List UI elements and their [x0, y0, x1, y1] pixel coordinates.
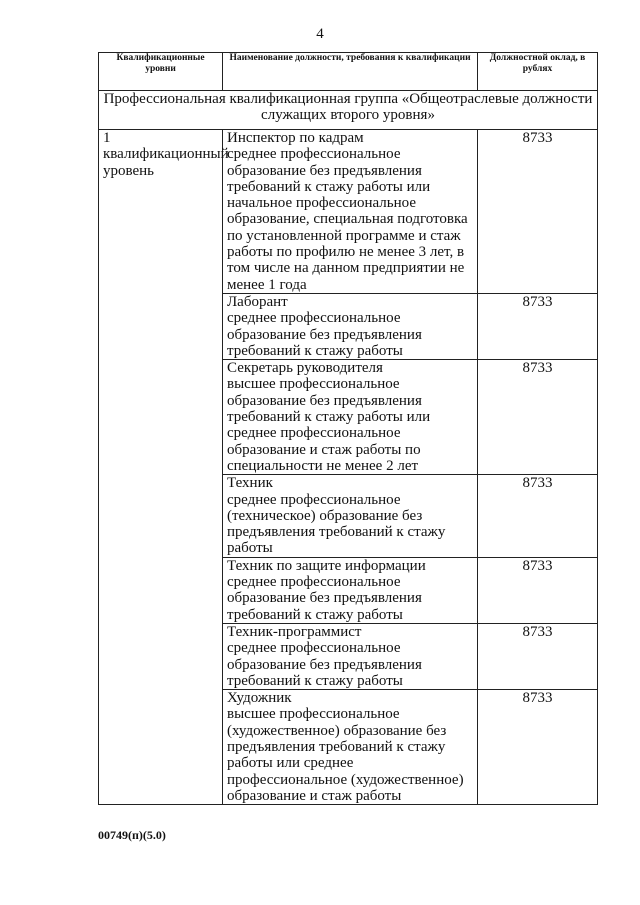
- salary-cell: 8733: [478, 557, 598, 623]
- position-cell: [223, 475, 478, 557]
- salary-cell: 8733: [478, 690, 598, 805]
- position-requirements: среднее профессиональное образование без предъявления требований к стажу работы: [227, 640, 422, 689]
- page-number: 4: [316, 26, 324, 42]
- position-cell: [223, 623, 478, 689]
- position-title: Техник: [227, 475, 273, 492]
- position-title: Секретарь руководителя: [227, 360, 383, 377]
- position-title: Инспектор по кадрам: [227, 130, 364, 146]
- position-title: Лаборант: [227, 293, 288, 310]
- position-cell: [223, 130, 478, 294]
- position-requirements: среднее профессиональное образование без предъявления требований к стажу работы или начальное профессиональное образование, специальная подготовка по установленной программе и стаж работы по профилю не менее 3 лет, в том числе на данном предприятии не менее 1 года: [227, 146, 468, 293]
- position-requirements: среднее профессиональное (техническое) образование без предъявления требований к стажу работы: [227, 491, 446, 557]
- header-position: Наименование должности, требования к квалификации: [223, 53, 478, 91]
- position-cell: [223, 293, 478, 359]
- position-cell: [223, 557, 478, 623]
- salary-cell: 8733: [478, 360, 598, 475]
- table-row: [99, 130, 598, 294]
- group-title: Профессиональная квалификационная группа «Общеотраслевые должности служащих второго уровня»: [99, 91, 598, 130]
- salary-cell: 8733: [478, 130, 598, 294]
- qualification-table: [98, 52, 598, 805]
- position-requirements: среднее профессиональное образование без предъявления требований к стажу работы: [227, 310, 422, 359]
- header-salary: Должностной оклад, в рублях: [478, 53, 598, 91]
- salary-cell: 8733: [478, 293, 598, 359]
- salary-cell: 8733: [478, 623, 598, 689]
- position-title: Техник-программист: [227, 623, 362, 640]
- header-level: Квалификационные уровни: [99, 53, 223, 91]
- position-requirements: среднее профессиональное образование без предъявления требований к стажу работы: [227, 574, 422, 623]
- position-requirements: высшее профессиональное образование без предъявления требований к стажу работы или среднее профессиональное образование и стаж работы по специальности не менее 2 лет: [227, 376, 431, 474]
- salary-cell: 8733: [478, 475, 598, 557]
- qualification-level: 1 квалификационный уровень: [99, 130, 223, 805]
- position-cell: [223, 690, 478, 805]
- group-row: [99, 91, 598, 130]
- document-code: 00749(п)(5.0): [98, 828, 166, 842]
- table-header-row: [99, 53, 598, 91]
- position-requirements: высшее профессиональное (художественное) образование без предъявления требований к стажу работы или среднее профессиональное (художественное) образование и стаж работы: [227, 706, 464, 804]
- position-title: Художник: [227, 690, 292, 707]
- position-title: Техник по защите информации: [227, 557, 426, 574]
- position-cell: [223, 360, 478, 475]
